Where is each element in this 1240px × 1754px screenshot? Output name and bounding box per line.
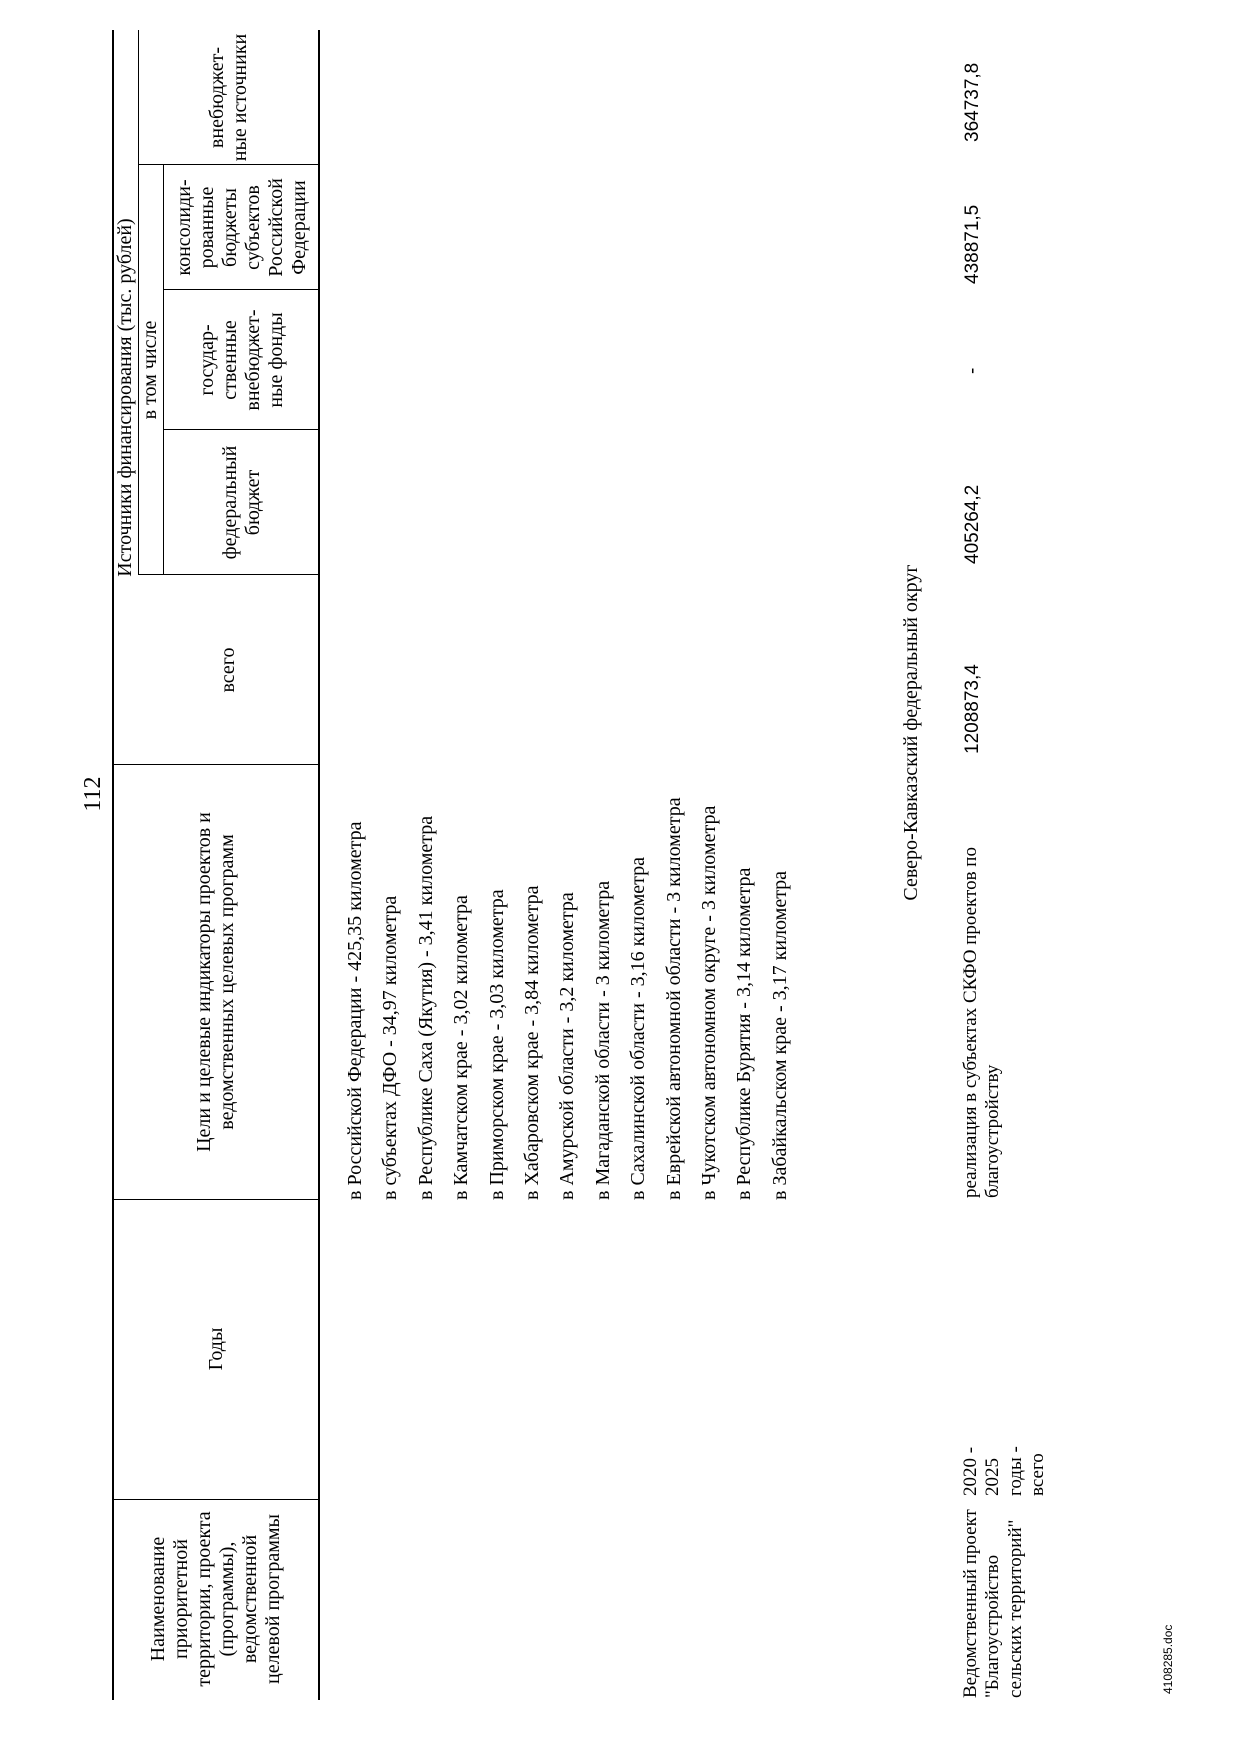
list-item: в Приморском крае - 3,03 километра <box>485 889 508 1200</box>
header-total: всего <box>216 647 239 693</box>
list-item: в Забайкальском крае - 3,17 километра <box>768 870 791 1200</box>
list-item: в Магаданской области - 3 километра <box>591 880 614 1200</box>
row-total: 1208873,4 <box>962 664 983 754</box>
header-years: Годы <box>204 1327 227 1371</box>
row-state-funds: - <box>962 367 983 374</box>
row-goal: реализация в субъектах СКФО проектов по благоустройству <box>960 847 1004 1198</box>
list-item: в Российской Федерации - 425,35 километра <box>344 821 366 1200</box>
col-divider-regional <box>163 289 318 290</box>
header-regional: консолиди- рованные бюджеты субъектов Российской Федерации <box>172 178 310 277</box>
list-item: в Камчатском крае - 3,02 километра <box>450 895 473 1200</box>
list-item: в Хабаровском крае - 3,84 километра <box>520 885 543 1200</box>
list-item: в субъектах ДФО - 34,97 километра <box>379 895 402 1200</box>
page-number: 112 <box>80 776 106 812</box>
col-divider-state-funds <box>163 429 318 430</box>
header-federal: федеральный бюджет <box>218 445 264 560</box>
row-project-name: Ведомственный проект "Благоустройство сельских территорий" <box>960 1509 1026 1698</box>
header-goals: Цели и целевые индикаторы проектов и ведомственных целевых программ <box>193 812 238 1152</box>
including-divider <box>163 165 164 575</box>
header-funding-group: Источники финансирования (тыс. рублей) <box>113 218 136 577</box>
col-divider-offbudget <box>138 164 318 165</box>
list-item: в Республике Саха (Якутия) - 3,41 километра <box>414 815 437 1200</box>
header-state-funds: государ- ственные внебюджет- ные фонды <box>195 309 287 411</box>
list-item: в Еврейской автономной области - 3 километра <box>662 797 685 1200</box>
header-offbudget: внебюджет- ные источники <box>206 33 251 162</box>
indicator-list <box>338 797 798 1200</box>
list-item: в Чукотском автономном округе - 3 километра <box>697 805 720 1200</box>
list-item: в Сахалинской области - 3,16 километра <box>627 856 650 1200</box>
row-years: 2020 - 2025 годы - всего <box>960 1446 1049 1496</box>
row-regional: 438871,5 <box>962 204 983 284</box>
header-bottom-border <box>318 30 320 1700</box>
list-item: в Амурской области - 3,2 километра <box>556 892 579 1200</box>
section-title: Северо-Кавказский федеральный округ <box>900 564 922 901</box>
row-federal: 405264,2 <box>962 484 983 564</box>
header-name: Наименование приоритетной территории, проекта (программы), ведомственной целевой программы <box>147 1511 284 1687</box>
header-including: в том числе <box>139 320 161 420</box>
list-item: в Республике Бурятия - 3,14 километра <box>733 867 756 1200</box>
row-offbudget: 364737,8 <box>962 62 983 142</box>
file-name-footer: 4108285.doc <box>1161 1624 1175 1694</box>
